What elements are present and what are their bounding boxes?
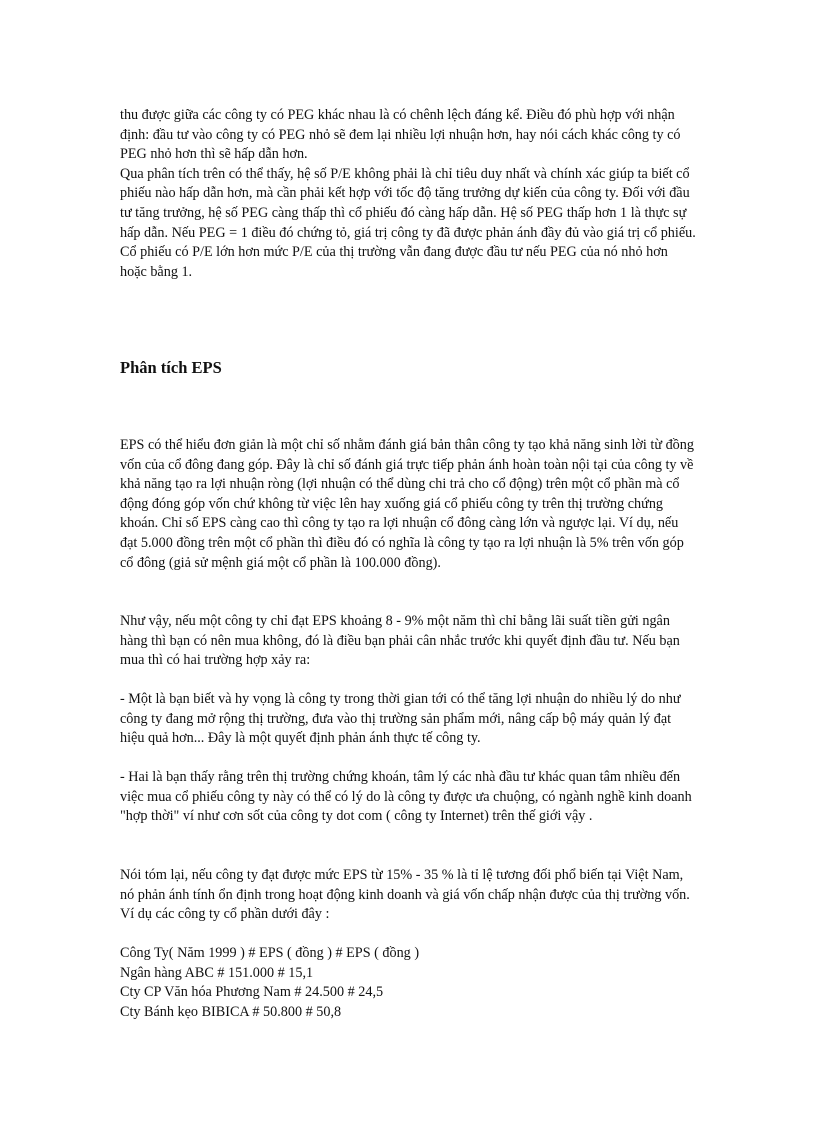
table-row: Cty CP Văn hóa Phương Nam # 24.500 # 24,5 [120, 984, 384, 1001]
case-one-paragraph: - Một là bạn biết và hy vọng là công ty trong thời gian tới có thể tăng lợi nhuận do nhiều lý do như công ty đang mở rộng thị trường, đưa vào thị trường sản phẩm mới, nâng cấp bộ máy quản lý đạt hiệu quả hơn... Đây là một quyết định phản ánh thực tế công ty. [120, 691, 681, 747]
table-header: Công Ty( Năm 1999 ) # EPS ( đồng ) # EPS ( đồng ) [120, 945, 420, 961]
summary-block [120, 866, 698, 925]
intro-paragraph-1: thu được giữa các công ty có PEG khác nhau là có chênh lệch đáng kể. Điều đó phù hợp với nhận định: đầu tư vào công ty có PEG nhỏ sẽ đem lại nhiều lợi nhuận hơn, hay nói cách khác công ty có PEG nhỏ hơn thì sẽ hấp dẫn hơn. [120, 107, 681, 163]
eps-paragraph: EPS có thể hiểu đơn giản là một chỉ số nhằm đánh giá bản thân công ty tạo khả năng sinh lời từ đồng vốn của cổ đông đang góp. Đây là chỉ số đánh giá trực tiếp phản ánh hoàn toàn nội tại của công ty về khả năng tạo ra lợi nhuận ròng (lợi nhuận có thể dùng chi trả cho cổ động) trên một cổ phần mà cổ động đóng góp vốn chứ không từ việc lên hay xuống giá cổ phiếu công ty trên thị trường chứng khoán. Chỉ số EPS càng cao thì công ty tạo ra lợi nhuận cổ đông càng lớn và ngược lại. Ví dụ, nếu đạt 5.000 đồng trên một cổ phần thì điều đó có nghĩa là công ty tạo ra lợi nhuận là 5% trên vốn góp cổ đông (giả sử mệnh giá một cổ phần là 100.000 đồng). [120, 437, 694, 571]
case-two-block [120, 768, 698, 827]
table-row: Cty Bánh kẹo BIBICA # 50.800 # 50,8 [120, 1003, 342, 1020]
table-row: Ngân hàng ABC # 151.000 # 15,1 [120, 964, 314, 981]
section-heading: Phân tích EPS [120, 358, 222, 377]
summary-paragraph: Nói tóm lại, nếu công ty đạt được mức EPS từ 15% - 35 % là tỉ lệ tương đối phổ biến tại Việt Nam, nó phản ánh tính ổn định trong hoạt động kinh doanh và giá vốn chấp nhận được của thị trường vốn. Ví dụ các công ty cổ phần dưới đây : [120, 867, 690, 923]
nhuvay-block [120, 612, 698, 671]
nhuvay-paragraph: Như vậy, nếu một công ty chỉ đạt EPS khoảng 8 - 9% một năm thì chỉ bằng lãi suất tiền gửi ngân hàng thì bạn có nên mua không, đó là điều bạn phải cân nhắc trước khi quyết định đầu tư. Nếu bạn mua thì có hai trường hợp xảy ra: [120, 613, 680, 669]
case-one-block [120, 690, 698, 749]
intro-block [120, 106, 698, 282]
case-two-paragraph: - Hai là bạn thấy rằng trên thị trường chứng khoán, tâm lý các nhà đầu tư khác quan tâm nhiều đến việc mua cổ phiếu công ty này có thể có lý do là công ty được ưa chuộng, có ngành nghề kinh doanh "hợp thời" ví như cơn sốt của công ty dot com ( công ty Internet) trên thế giới vậy . [120, 769, 692, 825]
company-table [120, 944, 698, 1022]
intro-paragraph-2: Qua phân tích trên có thể thấy, hệ số P/E không phải là chỉ tiêu duy nhất và chính xác giúp ta biết cổ phiếu nào hấp dẫn hơn, mà cần phải kết hợp với tốc độ tăng trưởng dự kiến của công ty. Đối với đầu tư tăng trưởng, hệ số PEG càng thấp thì cổ phiếu đó càng hấp dẫn. Hệ số PEG thấp hơn 1 là thực sự hấp dẫn. Nếu PEG = 1 điều đó chứng tỏ, giá trị công ty đã được phản ánh đầy đủ vào giá trị cổ phiếu. Cổ phiếu có P/E lớn hơn mức P/E của thị trường vẫn đang được đầu tư nếu PEG của nó nhỏ hơn hoặc bằng 1. [120, 165, 696, 280]
eps-block [120, 436, 698, 573]
